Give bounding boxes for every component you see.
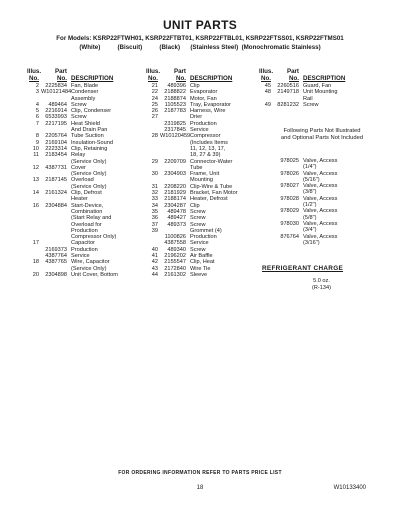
part-description: 18, 27 & 39) (190, 152, 221, 159)
part-description: Guard, Fan (303, 83, 332, 89)
part-description: Combination (71, 208, 103, 215)
illus-number: 24 (151, 95, 158, 102)
part-description: Clip (190, 202, 200, 209)
parts-list (259, 83, 377, 108)
part-description: Production (190, 234, 217, 241)
part-description: Start-Device, (71, 202, 104, 209)
illus-number: 22 (151, 89, 158, 96)
part-number: 1100826 (164, 234, 186, 241)
part-number: 2196202 (164, 253, 186, 260)
part-number: 2169104 (45, 139, 67, 146)
part-number: 489464 (48, 101, 67, 108)
part-description: Screw (190, 208, 206, 215)
parts-list (259, 158, 377, 246)
part-description: Screw (190, 221, 206, 228)
illus-number: 29 (151, 158, 158, 165)
illus-number: 21 (151, 83, 158, 89)
part-description: Grommet (4) (190, 227, 222, 234)
part-number: 2260516 (277, 83, 299, 89)
part-description: Air Baffle (190, 253, 213, 260)
part-number: 2161324 (45, 190, 67, 197)
part-number: 2304903 (164, 171, 186, 178)
part-description: Screw (190, 215, 206, 222)
part-description: Capacitor (71, 240, 95, 247)
document-number: W10133400 (333, 485, 366, 491)
illus-number: 35 (151, 208, 158, 215)
part-description: (Start Relay and (71, 215, 112, 222)
ordering-notice: FOR ORDERING INFORMATION REFER TO PARTS PRICE LIST (118, 470, 282, 476)
part-number: 2205764 (45, 133, 67, 140)
part-description: Production (71, 246, 98, 253)
illus-number: 48 (264, 89, 271, 96)
parts-column-1 (27, 68, 145, 278)
part-number: 2223314 (45, 145, 67, 152)
illus-number: 37 (151, 221, 158, 228)
illus-number: 28 (151, 133, 158, 140)
part-description: Connector-Water (190, 158, 233, 165)
page-number: 18 (196, 485, 204, 491)
part-number: 2149718 (277, 89, 299, 96)
part-description: Unit Cover, Bottom (71, 271, 118, 278)
part-description: Production (71, 227, 98, 234)
part-description: Relay (71, 152, 86, 159)
part-description: Insulation-Sound (71, 139, 113, 146)
part-number: 2169373 (45, 246, 67, 253)
part-description: Compressor (190, 133, 221, 140)
part-description: Valve, Access (303, 183, 338, 190)
part-description: Service (71, 253, 90, 260)
part-description: Clip, Defrost (71, 190, 102, 197)
part-number: 2217195 (45, 120, 67, 127)
part-description: Clip-Wire & Tube (190, 183, 233, 190)
illus-number: 2 (35, 83, 39, 89)
model-list (0, 34, 400, 52)
illus-number: 49 (264, 101, 271, 108)
part-number: 489373 (167, 221, 186, 228)
part-number: 978028 (280, 195, 299, 202)
part-description: Wire, Capacitor (71, 259, 110, 266)
part-description: Heater, Defrost (190, 196, 228, 203)
illus-number: 4 (35, 101, 39, 108)
illus-number: 45 (264, 83, 271, 89)
part-description: 11, 12, 13, 17, (190, 145, 226, 152)
part-number: 2208220 (164, 183, 186, 190)
illus-number: 43 (151, 265, 158, 272)
part-description: Frame, Unit (190, 171, 220, 178)
part-row (146, 272, 256, 278)
parts-list (27, 83, 145, 278)
part-number: 489478 (167, 208, 186, 215)
models-line: For Models: KSRP22FTWH01, KSRP22FTBT01, KSRP22FTBL01, KSRP22FTSS01, KSRP22FTMS01 (56, 35, 344, 42)
part-description: Valve, Access (303, 220, 338, 227)
part-number: 2304898 (45, 271, 67, 278)
illus-number: 42 (151, 259, 158, 266)
illus-number: 8 (35, 133, 39, 140)
part-description: Wire Tie (190, 265, 211, 272)
part-description: Drier (190, 114, 203, 121)
illus-number: 39 (151, 227, 158, 234)
part-description: Valve, Access (303, 195, 338, 202)
part-number: 2216914 (45, 108, 67, 115)
illus-number (259, 240, 273, 246)
part-description: (5/8") (303, 214, 317, 221)
page-title: UNIT PARTS (162, 18, 238, 32)
illus-number: 14 (32, 190, 39, 197)
part-number: 2183454 (45, 152, 67, 159)
part-description: Screw (190, 246, 206, 253)
part-description: Valve, Access (303, 170, 338, 177)
illus-number: 9 (35, 139, 39, 146)
column-header: Illus. No. Part No. DESCRIPTION (27, 68, 114, 82)
part-description: Screw (71, 114, 87, 121)
part-description: Sleeve (190, 271, 208, 278)
part-description: Harness, Wire (190, 108, 226, 115)
parts-list (146, 83, 256, 278)
part-number: 4387558 (164, 240, 186, 247)
part-row (27, 272, 145, 278)
part-description: (Service Only) (71, 265, 107, 272)
colors-line: (White) (Biscuit) (Black) (Stainless Steel) (Monochromatic Stainless) (79, 44, 321, 51)
part-number: 2319825 (164, 120, 186, 127)
illus-number: 27 (151, 114, 158, 121)
optional-parts-list (259, 157, 377, 246)
part-number: 2209709 (164, 158, 186, 165)
part-number: 2187783 (164, 108, 186, 115)
part-number (273, 240, 303, 246)
part-number: 489427 (167, 215, 186, 222)
part-number: 2188822 (164, 89, 186, 96)
part-number: 978025 (280, 158, 299, 164)
part-description: Overload for (71, 221, 102, 228)
illus-number: 3 (35, 89, 39, 96)
part-description: Motor, Fan (190, 95, 217, 102)
part-number: 2188874 (164, 95, 186, 102)
part-description: Clip, Heat (190, 259, 215, 266)
illus-number: 13 (32, 177, 39, 184)
part-number: W10121484 (41, 89, 72, 96)
illus-number: 7 (35, 120, 39, 127)
part-number: 2181929 (164, 190, 186, 197)
illus-number: 16 (32, 202, 39, 209)
part-number: 2317845 (164, 127, 186, 134)
part-description: Overload (71, 177, 94, 184)
illus-number: 5 (35, 108, 39, 115)
part-description: (Includes Items (190, 139, 228, 146)
part-description: Valve, Access (303, 233, 338, 240)
illus-number: 17 (32, 240, 39, 247)
part-number: 2161302 (164, 271, 186, 278)
part-number: 2172840 (164, 265, 186, 272)
part-number: 2304884 (45, 202, 67, 209)
part-description: Screw (71, 101, 87, 108)
illus-number: 25 (151, 101, 158, 108)
part-description: Screw (303, 101, 319, 108)
part-description: Unit Mounting (303, 89, 338, 96)
part-number: 978029 (280, 208, 299, 215)
part-description: (3/4") (303, 227, 317, 234)
part-number: 4387765 (45, 259, 67, 266)
part-description: Evaporator (190, 89, 218, 96)
illus-number: 6 (35, 114, 39, 121)
part-number: 1105523 (164, 101, 186, 108)
part-number: W10120459 (160, 133, 191, 140)
column-header: Illus. No. Part No. DESCRIPTION (146, 68, 233, 82)
illus-number: 32 (151, 190, 158, 197)
part-number: 4387764 (45, 253, 67, 260)
part-description: Fan, Blade (71, 83, 99, 89)
part-description: Tube (190, 164, 203, 171)
refrigerant-value: 5.0 oz. (R-134) (312, 278, 331, 291)
part-description: Clip, Condenser (71, 108, 112, 115)
part-number: 978027 (280, 183, 299, 190)
illus-number: 10 (32, 145, 39, 152)
illus-number: 12 (32, 164, 39, 171)
illus-number: 44 (151, 271, 158, 278)
part-description: Mounting (190, 177, 214, 184)
illus-number: 26 (151, 108, 158, 115)
part-description: Heater (71, 196, 88, 203)
part-description: Cover (71, 164, 86, 171)
part-description: Service (190, 127, 209, 134)
part-number: 8281232 (277, 101, 299, 108)
part-description: Valve, Access (303, 208, 338, 215)
part-description: (Service Only) (71, 171, 107, 178)
part-description: Clip (190, 83, 200, 89)
part-description: (3/8") (303, 189, 317, 196)
part-description: And Drain Pan (71, 127, 108, 134)
part-description: Valve, Access (303, 158, 338, 164)
parts-column-3 (259, 68, 377, 108)
illus-number: 36 (151, 215, 158, 222)
part-description: (1/4") (303, 164, 317, 171)
part-description: Tube Suction (71, 133, 104, 140)
refrigerant-heading: REFRIGERANT CHARGE (262, 265, 344, 272)
part-row (259, 240, 377, 246)
part-description: (3/16") (303, 239, 320, 246)
part-number: 2155547 (164, 259, 186, 266)
part-description: Tray, Evaporator (190, 101, 232, 108)
part-description: Bracket, Fan Motor (190, 190, 238, 197)
part-description: Heat Shield (71, 120, 100, 127)
part-description: (5/16") (303, 176, 320, 183)
illus-number: 40 (151, 246, 158, 253)
illus-number: 33 (151, 196, 158, 203)
part-description: (Service Only) (71, 158, 107, 165)
part-number: 489396 (167, 83, 186, 89)
part-row (259, 102, 377, 108)
part-description: (1/2") (303, 202, 317, 209)
part-number: 978026 (280, 170, 299, 177)
not-illustrated-note: Following Parts Not Illustrated and Optional Parts Not Included (280, 128, 364, 141)
part-number: 2188174 (164, 196, 186, 203)
part-number: 489340 (167, 246, 186, 253)
part-description: Production (190, 120, 217, 127)
part-number: 2304287 (164, 202, 186, 209)
illus-number: 30 (151, 171, 158, 178)
illus-number: 34 (151, 202, 158, 209)
part-description: Service (190, 240, 209, 247)
part-description: Assembly (71, 95, 96, 102)
part-number: 4387731 (45, 164, 67, 171)
illus-number: 20 (32, 271, 39, 278)
part-description: Clip, Retaining (71, 145, 108, 152)
illus-number: 41 (151, 253, 158, 260)
part-number: 2225834 (45, 83, 67, 89)
part-number: 2187145 (45, 177, 67, 184)
column-header: Illus. No. Part No. DESCRIPTION (259, 68, 346, 82)
part-number: 978030 (280, 220, 299, 227)
part-description: (Service Only) (71, 183, 107, 190)
part-description: Compressor Only) (71, 234, 117, 241)
part-description: Condenser (71, 89, 99, 96)
illus-number: 18 (32, 259, 39, 266)
parts-column-2 (146, 68, 256, 278)
part-description: Rail (303, 95, 313, 102)
part-number: 6533993 (45, 114, 67, 121)
illus-number: 11 (33, 152, 39, 159)
illus-number: 31 (151, 183, 158, 190)
part-number: 876764 (280, 233, 299, 240)
